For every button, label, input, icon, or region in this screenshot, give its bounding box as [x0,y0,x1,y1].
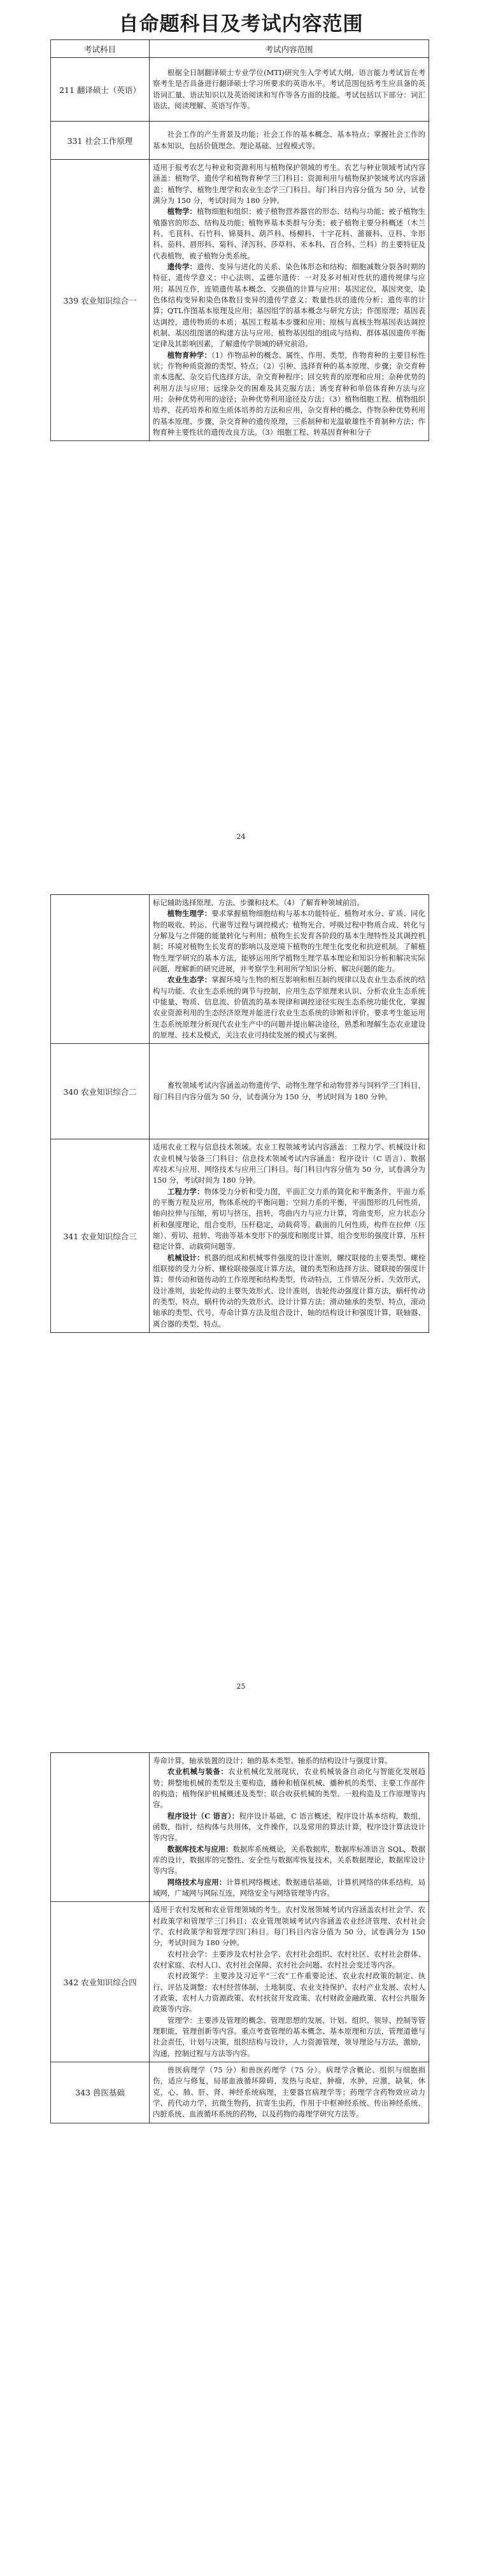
subject-name: 339 农业知识综合一 [51,160,150,441]
table-row [51,1044,429,1139]
section-lead: 遗传学： [167,262,197,271]
section-text: 机器的组成和机械零件强度的设计准则，螺纹联接的主要类型、螺栓组联接的受力分析、螺栓联接强度计算方法，键的类型和选择方法、键联接的强度计算；带传动和链传动的工作原理和结构类型，传动特点，工作情况分析、失效形式，设计准则，齿轮传动的主要失效形式、设计准则，齿轮传动强度计算方法，蜗杆传动的类型、特点，蜗杆传动的失效形式、设计计算方法；滑动轴承的类型、特点，滚动轴承的类型、代号，寿命计算方法及组合设计，轴的结构设计和强度计算，联轴器、离合器的类型、特点。 [153,1253,425,1328]
subject-name: 331 社会工作原理 [51,122,150,160]
section-lead: 程序设计（C 语言）： [167,1811,239,1820]
header-content: 考试内容范围 [150,40,429,58]
section-lead: 数据库技术与应用： [167,1844,233,1854]
content-paragraph [153,1811,425,1844]
subject-content [150,2062,429,2123]
section-text: 遗传、变异与进化的关系、染色体形态和结构；细胞减数分裂各时期的特征、遗传学意义；中心法则、孟德尔遗传：一对及多对相对性状的遗传规律与应用；基因互作，连锁遗传基本概念、交换值的计算与应用；基因定位，基因突变，染色体结构变异和染色体数目变异的遗传学意义；数量性状的遗传分析；遗传率的计算；QTL作图基本原理及应用；基因组学的基本概念与研究方法；作图原理；基因表达调控，遗传物质的本质；基因工程基本步骤和应用；原核与真核生物基因表达调控机制、基因组图谱的构建方法与应用、植物基因组的组成与结构、群体基因遗传平衡定律及其影响因素，了解遗传学领域的研究前沿。 [153,262,425,349]
page-2 [0,856,482,1715]
table-row [51,160,429,441]
page-3 [0,1715,482,2576]
subject-content [150,122,429,160]
content-paragraph: 适用农业工程与信息技术领域。农业工程领域考试内容涵盖：工程力学、机械设计和农业机械与装备三门科目；信息技术领域考试内容涵盖：程序设计（C 语言）、数据库技术与应用、网络技术与应用三门科目。每门科目内容分值为 50 分，试卷满分为 150 分，考试时间为 180 分钟。 [153,1143,425,1185]
subject-table-3 [50,1752,429,2123]
content-paragraph: 根据全日制翻译硕士专业学位(MTI)研究生入学考试大纲，语言能力考试旨在考察考生是否具备进行翻译硕士学习所要求的英语水平。考试范围包括考生应具备的英语词汇量、语法知识以及英语阅读和写作等各方面的技能。考试包括以下部分：词汇语法、阅读理解、英语写作等。 [153,67,425,110]
section-lead: 植物生理学： [167,909,212,918]
table-row [51,1753,429,1902]
content-paragraph: 管理学：主要涉及管理的概念、管理思想的发展、计划、组织、领导、控制等管理职能，管理创新等内容。重点考查管理的基本概念、基本原理和方法，管理道德与社会责任，计划与决策，组织结构与设计，人力资源管理，领导理论与方法，激励，沟通，控制过程与方法等内容。 [153,2015,425,2058]
content-paragraph: 农村社会学：主要涉及农村社会学、农村社会组织、农村社区、农村社会群体、农村家庭、农村人口、农村社会保障、农村社会问题、农村社会变迁等内容。 [153,1949,425,1969]
subject-content [150,58,429,122]
table-row [51,58,429,122]
content-paragraph: 适用于报考农艺与种业和资源利用与植物保护领域的考生。农艺与种业领域考试内容涵盖：植物学、遗传学和植物育种学三门科目；资源利用与植物保护领域考试内容涵盖：植物学、植物生理学和农业生态学三门科目。每门科目内容分值为 50 分，试卷满分为 150 分，考试时间为 180 分钟。 [153,163,425,205]
section-lead: 网络技术与应用： [167,1877,227,1887]
table-row [51,122,429,160]
section-lead: 植物学： [167,207,197,216]
table-row [51,1902,429,2062]
content-paragraph: 兽医病理学（75 分）和兽医药理学（75 分）。病理学含概论、组织与细胞损伤，适应与修复，局部血液循环障碍，发热与炎症，肿瘤，水肿，应激，缺氧，休克，心、肺、肝、肾、神经系统病理，主要器官病理学等；药理学含药物效应动力学、药代动力学，抗微生物药，抗寄生虫药，作用于中枢神经系统、传出神经系统、内脏系统、血液循环系统的药物，以及药物的毒理学研究方法等。 [153,2065,425,2119]
content-paragraph: 畜牧领域考试内容涵盖动物遗传学、动物生理学和动物营养与饲料学三门科目，每门科目内容分值为 50 分，试卷满分为 150 分，考试时间为 180 分钟。 [153,1081,425,1101]
subject-table-2 [50,894,429,1333]
header-subject: 考试科目 [51,40,150,58]
content-paragraph [153,1844,425,1877]
section-lead: 工程力学： [167,1186,204,1196]
subject-content [150,160,429,441]
content-paragraph [153,350,425,439]
section-text: 物体受力分析和受力图，平面汇交力系的简化和平衡条件，平面力系的平衡方程及应用，物体系统的平衡问题；空间力系的平衡，平面图形的几何性质，轴向拉伸与压缩，剪切与挤压，扭转，弯曲内力与应力计算，弯曲变形，应力状态分析和强度理论，组合变形，压杆稳定，动载荷等。截面的几何性质，构件在拉伸（压缩）、剪切、扭转、弯曲等基本变形下的强度和刚度计算，组合变形的强度计算，压杆稳定计算，动载荷问题等。 [153,1186,425,1251]
subject-content [150,1139,429,1333]
content-paragraph: 社会工作的产生背景及功能；社会工作的基本概念、基本特点；掌握社会工作的基本知识，包括价值理念、理论基础、过程模式等。 [153,130,425,150]
page-number: 25 [236,1682,246,1691]
content-paragraph [153,262,425,350]
section-text: 计算机网络概述，数据通信基础，计算机网络的体系结构，局域网，广域网与网际互连，网络安全与网络管理等内容。 [153,1877,425,1897]
table-row [51,2062,429,2123]
section-lead: 植物育种学： [167,350,211,360]
content-paragraph: 寿命计算，轴承装置的设计；轴的基本类型、轴系的结构设计与强度计算。 [153,1756,392,1765]
section-lead: 农业生态学： [167,975,212,985]
content-paragraph: 农村政策学：主要涉及习近平“三农”工作重要论述、农业农村政策的制定、执行、评估及调整；农村经营体制、土地制度、农业支持保护、农村产业发展、农村人才政策、农村人力资源政策、农村扶贫开发政策、农村财政金融政策、农村公共服务政策等内容。 [153,1971,425,2014]
subject-content [150,1044,429,1139]
section-text: 数据库系统概论，关系数据库，数据库标准语言 SQL，数据库的设计，数据库的完整性、安全性与数据库恢复技术，关系数据理论，数据库设计等内容。 [153,1844,425,1876]
content-paragraph: 标记辅助选择原理、方法、步骤和技术。（4）了解育种领域前沿。 [153,898,364,907]
table-row [51,895,429,1044]
document-title: 自命题科目及考试内容范围 [118,13,364,36]
content-paragraph [153,908,425,975]
subject-name [51,1753,150,1902]
content-paragraph [153,1186,425,1253]
subject-name: 341 农业知识综合三 [51,1139,150,1333]
content-paragraph [153,1877,425,1899]
section-text: 农业机械化发展现状，农业机械装备自动化与智能化发展趋势；耕整地机械的类型及主要构造，播种和植保机械、播种机的类型、主要工作部件的构造；植物保护机械概述及类型；联合收获机械的类型、一般构造及工作原理等内容。 [153,1767,425,1810]
subject-name [51,895,150,1044]
subject-name: 211 翻译硕士（英语） [51,58,150,122]
section-lead: 机械设计： [167,1253,204,1262]
content-paragraph [153,1253,425,1330]
content-paragraph [153,1766,425,1810]
content-paragraph [153,206,425,262]
subject-name: 342 农业知识综合四 [51,1902,150,2062]
section-text: 掌握环境与生物的相互影响和相互制约规律以及农业生态系统的结构与功能、农业生态系统的调节与控制，应用生态学原理来认识、分析农业生态系统中能量、物质、信息流、价值流的基本规律和调控途径实现生态系统功能优化，掌握农业资源利用的生态经济原理并能进行农业生态系统的诊断和评价。要求考生能运用生态系统原理分析现代农业生产中的问题并提出解决途径，熟悉和理解生态农业建设的原理、技术及模式，关注农业可持续发展的模式与案例。 [153,975,425,1039]
table-header [51,40,429,58]
content-paragraph: 适用于农村发展和农业管理领域的考生。农村发展领域考试内容涵盖农村社会学、农村政策学和管理学三门科目；农业管理领域考试内容涵盖农业经济管理、农村社会学、农村政策学和管理学四门科目。每门科目内容分值为 50 分，试卷满分为 150 分，考试时间为 180 分钟。 [153,1905,425,1948]
subject-name: 340 农业知识综合二 [51,1044,150,1139]
page-number: 24 [236,833,246,841]
section-text: 要求掌握植物细胞结构与基本功能特征、植物对水分、矿质、同化物的吸收、转运、代谢等过程与调控模式；植物光合、呼吸过程中物质合成、转化与分解及与之伴随的能量转化与利用；植物生长发育各阶段的基本生理特性及其调控机制；环境对植物生长发育的影响以及逆境下植物的生理生化变化和抗逆机制。了解植物生理学研究的基本方法，能够运用所学植物生理学基本理论和知识分析和解决实际问题，理解新的研究进展，并考察学生利用所学知识分析、解决问题的能力。 [153,909,425,973]
section-text: 程序设计基础，C 语言概述，程序设计基本结构，数组，函数，指针，结构体与共用体，文件操作，以及常用的算法计算，程序设计算法设计等内容。 [153,1811,425,1843]
subject-content [150,895,429,1044]
subject-content [150,1902,429,2062]
table-row [51,1139,429,1333]
content-paragraph [153,975,425,1041]
section-text: （1）作物品种的概念、属性、作用、类型，作物育种的主要目标性状；作物种质资源的类型、特点；（2）引种、选择育种的基本原理、步骤；杂交育种亲本选配、杂交后代选择方法，杂交育种程序；回交转育的原理和应用；杂种优势的利用方法与应用；远缘杂交的困难及其克服方法；诱变育种和单倍体育种方法与应用；杂种优势利用的途径；杂种优势利用途径及方法；（3）植物细胞工程、植物组织培养，花药培养和原生质体培养的方法和应用，杂交育种的概念、作物杂种优势利用的基本原理、步骤，杂交育种的遗传原理，三系制种和光温敏雄性不育制种方法；作物育种主要性状的遗传改良方法。（3）细胞工程、转基因育种和分子 [153,350,425,437]
subject-name: 343 兽医基础 [51,2062,150,2123]
subject-table-1 [50,39,429,441]
subject-content [150,1753,429,1902]
section-text: 植物细胞和组织；被子植物营养器官的形态、结构与功能；被子植物生殖器官的形态、结构及功能；植物界基本类群与分类；被子植物主要分科概述（木兰科、毛茛科、石竹科、锦葵科、葫芦科、杨柳科、十字花科、蔷薇科、豆科、伞形科、茄科、唇形科、菊科、泽泻科、莎草科、禾本科、百合科、兰科）的主要特征及代表植物，被子植物分类系统。 [153,207,425,260]
page-1 [0,0,482,856]
section-lead: 农业机械与装备： [167,1767,229,1777]
